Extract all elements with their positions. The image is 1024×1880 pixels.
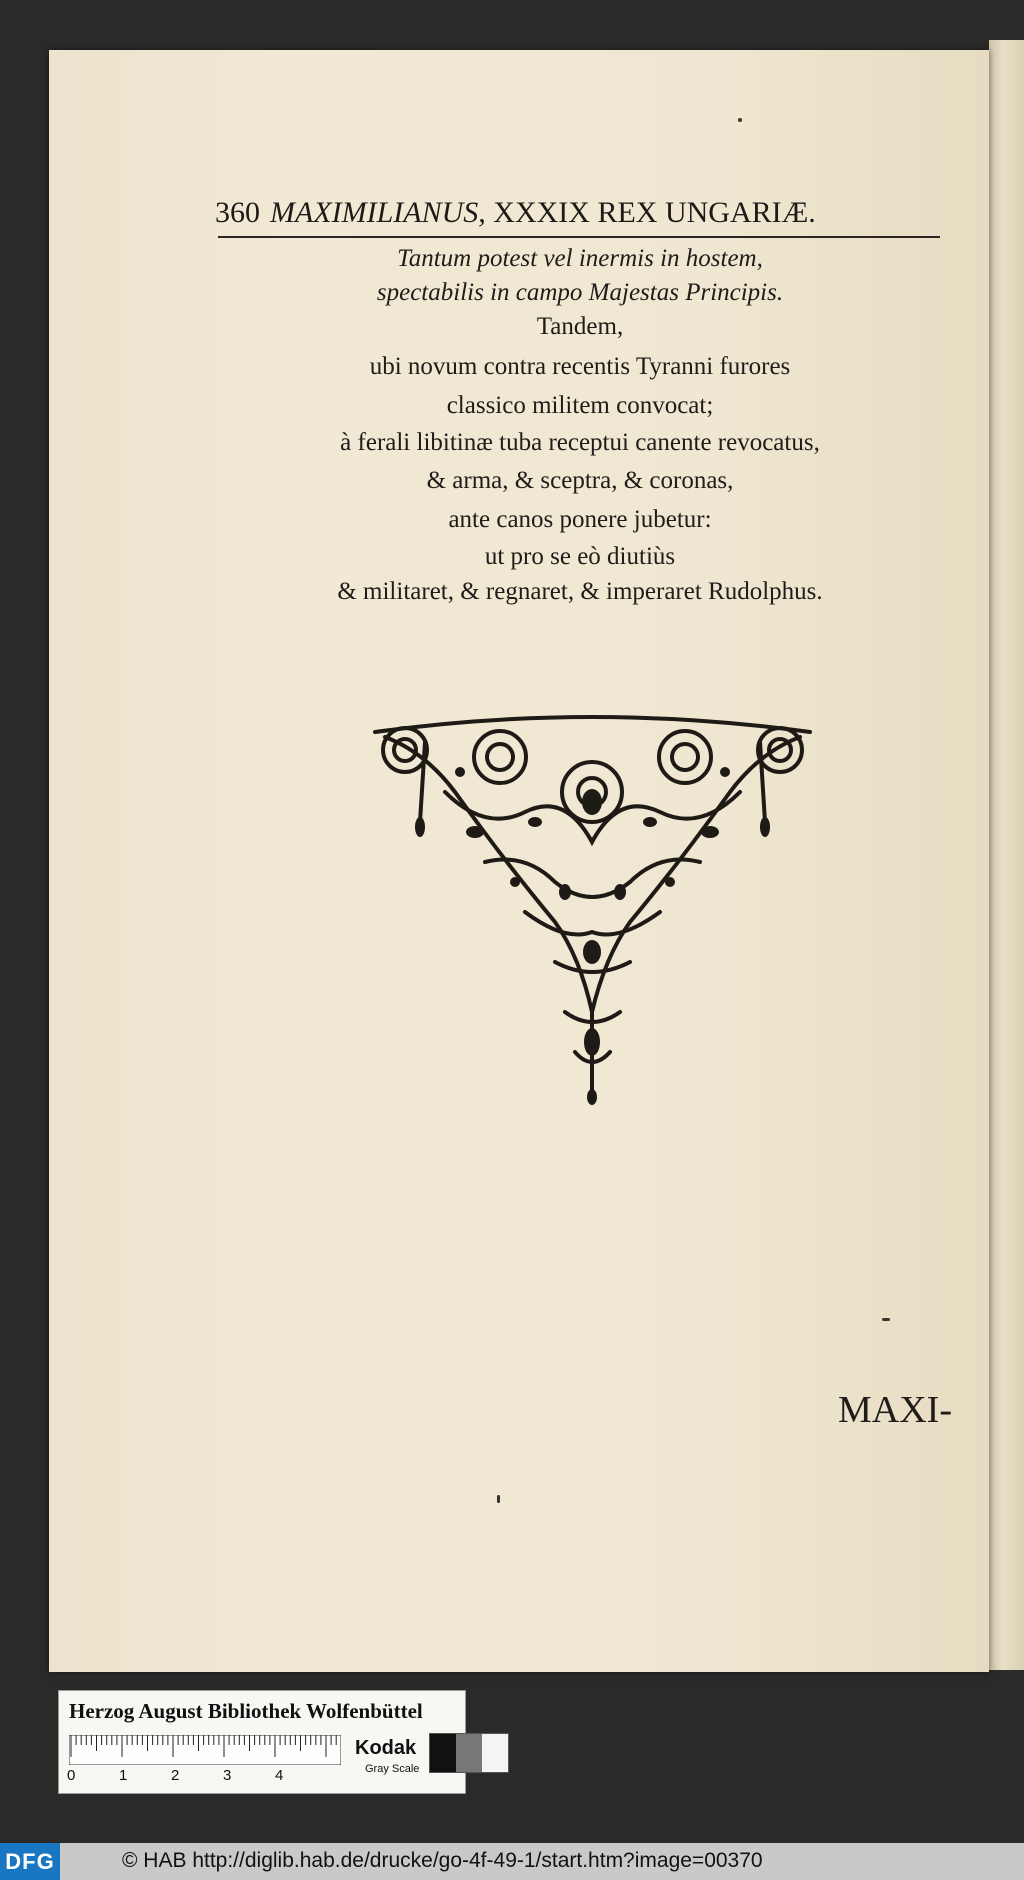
header-title: XXXIX REX UNGARIÆ. [493, 196, 816, 229]
copyright-link[interactable]: © HAB http://diglib.hab.de/drucke/go-4f-49-1/start.htm?image=00370 [122, 1849, 763, 1872]
gray-patch [430, 1734, 456, 1772]
dfg-logo: DFG [0, 1843, 60, 1880]
gray-scale-patches [429, 1733, 509, 1773]
text-line: ubi novum contra recentis Tyranni furores [369, 353, 791, 380]
page-speck [497, 1495, 500, 1503]
text-line: Tandem, [536, 313, 624, 340]
ornament-tailpiece-icon [365, 712, 820, 1112]
text-line: & militaret, & regnaret, & imperaret Rudolphus. [337, 578, 823, 605]
running-header [215, 196, 939, 230]
text-line: Tantum potest vel inermis in hostem, [397, 245, 763, 272]
gray-scale-label: Gray Scale [365, 1763, 420, 1775]
ruler-number: 4 [275, 1767, 284, 1784]
page-speck [882, 1318, 890, 1321]
ruler-number: 0 [67, 1767, 76, 1784]
measurement-ruler-icon [69, 1735, 341, 1765]
header-title-italic: MAXIMILIANUS, [270, 196, 486, 229]
footer-bar [0, 1843, 1024, 1880]
text-line: ut pro se eò diutiùs [484, 543, 676, 570]
header-rule [218, 236, 940, 238]
adjacent-page-edge [989, 40, 1024, 1670]
text-line: & arma, & sceptra, & coronas, [426, 467, 734, 494]
text-line: à ferali libitinæ tuba receptui canente revocatus, [340, 429, 820, 456]
gray-patch [456, 1734, 482, 1772]
ruler-number: 2 [171, 1767, 180, 1784]
page-speck [738, 118, 742, 122]
page-number: 360 [215, 196, 260, 229]
ruler-number: 1 [119, 1767, 128, 1784]
ruler-number: 3 [223, 1767, 232, 1784]
catchword: MAXI- [838, 1389, 952, 1431]
card-title: Herzog August Bibliothek Wolfenbüttel [69, 1699, 423, 1723]
text-line: classico militem convocat; [446, 392, 714, 419]
text-line: spectabilis in campo Majestas Principis. [376, 279, 784, 306]
gray-patch [482, 1734, 508, 1772]
text-line: ante canos ponere jubetur: [448, 506, 712, 533]
kodak-brand: Kodak [355, 1737, 417, 1759]
color-calibration-card [58, 1690, 466, 1794]
